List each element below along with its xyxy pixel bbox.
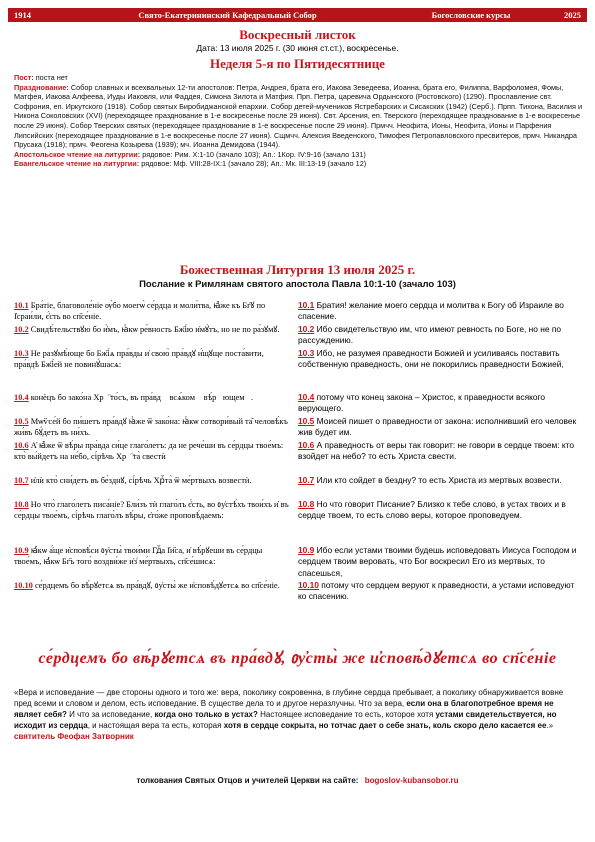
verse-number: 10.3 [298,348,315,358]
verse-text: Братия! желание моего сердца и молитва к Богу об Израиле во спасение. [298,300,564,322]
verse-number: 10.2 [298,324,315,334]
verse [298,348,584,392]
feasts-row [14,83,583,150]
gospel-text: рядовое: Мф. VIII:28-IX:1 (зачало 28); Ап.: Мк. III:13-19 (зачало 12) [141,159,367,169]
verse-text: потому что сердцем веруют к праведности, а устами исповедуют ко спасению. [298,580,575,602]
verse-text: Но что говорит Писание? Близко к тебе слово, в устах твоих и в сердце твоем, то есть слово веры, которое проповедуем. [298,499,566,521]
commentary-part: «Вера и исповедание — две стороны одного и того же: вера, поколику сокровенна, в глубине сердца пребывает, а поколику обнаруживается вовне пред всеми и словом и делом, есть исповедание. В существе дела то и другое неразлучны. Что за вера, [14,688,564,708]
verse-text: Ибо если устами твоими будешь исповедовать Иисуса Господом и сердцем твоим веровать, что Бог воскресил Его из мертвых, то спасешься, [298,545,577,578]
verse-text: Бра́тіе, благоволе́ніе ѹ́бо моегѡ̀ се́рдца и моли́тва, ꙗ҆̀же къ Бг҃ꙋ по І҆сраи́ли, є҆́сть во сп҃се́ніе. [14,301,266,322]
russian-column [298,300,584,604]
commentary-part: , и настоящая вера та есть, которая [87,721,224,730]
verse-text: А҆ ꙗ҆̀же ѿ вѣ́ры пра́вда си́це глаго́летъ: да не рече́ши въ се́рдцы твое́мъ: кто̀ вы́йдетъ на не́бо, сі́рѣчь Хрⷭ҇та̀ свестѝ [14,441,284,462]
verse-text: потому что конец закона – Христос, к праведности всякого верующего. [298,392,546,414]
verse [14,348,290,392]
footer-text: толкования Святых Отцов и учителей Церкви на сайте: [136,776,359,785]
commentary-bold: хотя в сердце сокрыта, но тотчас дает о себе знать, коль скоро дело касается ее [223,721,547,730]
verse [298,392,584,416]
verse-number: 10.8 [14,500,29,509]
verse [14,475,290,499]
verse [14,416,290,440]
commentary-bold: когда оно только в устах? [154,710,258,719]
verse [14,440,290,475]
verse [298,440,584,475]
verse-number: 10.1 [298,300,315,310]
verse-number: 10.1 [14,301,29,310]
fast-value: поста нет [35,73,68,82]
verse-number: 10.7 [298,475,315,485]
verse-number: 10.8 [298,499,315,509]
verse-text: Но что̀ глаго́летъ писа́ніе? Бли́зъ тѝ глаго́лъ є҆́сть, во ᲂу҆стѣ́хъ твои́хъ и҆ въ се́рдцы твое́мъ, сі́рѣчь глаго́лъ вѣ́ры, є҆го́же проповѣ́даемъ: [14,500,289,521]
commentary-part: .» [546,721,554,730]
verse-text: ꙗ҆́кѡ а҆́ще и҆сповѣ́си ᲂу҆сты̀ твои́ми Гдⷭ҇а І҆и҃са, и҆ вѣ́рꙋеши въ се́рдцы твое́мъ, ꙗ҆́кѡ Бг҃ъ того̀ воздви́же и҆з̾ ме́ртвыхъ, сп҃се́шисѧ: [14,546,263,567]
verse-text: и҆лѝ кто̀ сни́детъ въ бе́зднꙋ, сі́рѣчь Хрⷭ҇та̀ ѿ ме́ртвыхъ возвестѝ. [30,476,252,485]
footer-site-link[interactable]: bogoslov-kubansobor.ru [364,776,459,785]
commentary [14,687,581,742]
verse-number: 10.9 [14,546,29,555]
verse [298,545,584,580]
verse [298,416,584,440]
verse [14,300,290,324]
verse [14,545,290,580]
commentary-bold: если она в благопотребное время не являет себя? [14,699,554,719]
verse [14,324,290,348]
verse-text: А праведность от веры так говорит: не говори в сердце твоем: кто взойдет на небо? то есть Христа свести. [298,440,575,462]
verse-number: 10.3 [14,349,29,358]
verse [298,580,584,604]
apostle-label: Апостольское чтение на литургии: [14,149,141,159]
verse-text: Мѡѷсе́й бо пи́шетъ пра́вдꙋ ꙗ҆̀же ѿ зако́на: ꙗ҆́кѡ сотвори́вый та̑ человѣ́къ жи́въ бꙋ́детъ въ ни́хъ. [14,417,288,438]
leaflet-title: Воскресный листок [239,27,356,42]
verse-number: 10.5 [298,416,315,426]
verse-number: 10.6 [298,440,315,450]
verse-text: Ибо свидетельствую им, что имеют ревность по Боге, но не по рассуждению. [298,324,562,346]
verse-number: 10.6 [14,441,29,450]
verse-number: 10.5 [14,417,29,426]
verse-number: 10.10 [298,580,319,590]
commentary-part: Настоящее исповедание то есть, которое хотя [257,710,436,719]
footer [0,776,595,785]
apostle-text: рядовое: Рим. X:1-10 (зачало 103); Ап.: 1Кор. IV:9-16 (зачало 131) [142,149,366,159]
epistle-title: Послание к Римлянам святого апостола Павла 10:1-10 (зачало 103) [139,279,456,290]
feasts-label: Празднование: [14,82,69,92]
verse-text: Ибо, не разумея праведности Божией и усиливаясь поставить собственную праведность, они не покорились праведности Божией, [298,348,564,370]
verse-text: Или кто сойдет в бездну? то есть Христа из мертвых возвести. [316,475,562,485]
day-info [14,73,583,169]
verse-text: Не разꙋмѣ́юще бо Бж҃і́ѧ пра́вды и҆ свою̀ пра́вдꙋ и҆́щꙋще поста́вити, пра́вдѣ Бж҃і́ей не повинꙋ́шасѧ: [14,349,264,370]
fast-label: Пост: [14,73,34,82]
slavonic-column [14,300,290,604]
verse [298,499,584,545]
commentary-bold: устами свидетельствуется, но исходит из сердца [14,710,557,730]
verse-number: 10.7 [14,476,29,485]
commentary-author: святитель Феофан Затворник [14,732,134,741]
verse [298,300,584,324]
verse [14,580,290,604]
verse-text: Свидѣ́тельствꙋю бо и҆̀мъ, ꙗ҆́кѡ ре́вность Бж҃і́ю и҆мꙋ́тъ, но не по ра́зꙋмꙋ. [30,325,280,334]
verse-number: 10.4 [298,392,315,402]
commentary-part: И что за исповедание, [66,710,155,719]
header-bar [8,8,587,22]
feasts-text: Собор славных и всехвальных 12-ти апостолов: Петра, Андрея, брата его, Иакова Зеведеева, Иоанна, брата его, Филиппа, Варфоломея, Фомы, Матфея, Иакова Алфеева, Иуды Иаковля, или Фаддея, Симона Зилота и Матфия. Прп. Петра, царевича Ордынского (Ростовского) (1290). Прославление свт. Софрония, еп. Иркутского (1918). Собор святых Биробиджанской епархии. Собор детей-мучеников Ястребарских и Сисакских (1942) (Серб.). Прпп. Тихона, Василия и Никона Соколовских (XVI) (переходящее празднование в 1-е воскресенье после 29 июня). Свт. Арсения, еп. Тверского (переходящее празднование в 1-е воскресенье после 29 июня). Собор Тверских святых (переходящее празднование в 1-е воскресенье после 29 июня). Прмчч. Неофита, Ионы, Неофита, Ионы и Парфения Липсийских (переходящее празднование в 1-е воскресенье после 27 июня). Сщмчч. Алексия Введенского, Тимофея Петропавловского пресвитеров, прмч. Никандра Прусака (1918); прмч. Феогена Козырева (1939); мч. Иоанна Демидова (1944). [14,82,583,150]
cathedral-name: Свято-Екатерининский Кафедральный Собор [138,10,317,20]
verse-number: 10.9 [298,545,315,555]
gospel-label: Евангельское чтение на литургии: [14,159,140,169]
verse-number: 10.10 [14,581,33,590]
year-right: 2025 [564,10,581,20]
fast-row [14,73,583,83]
liturgy-title: Божественная Литургия 13 июля 2025 г. [179,262,416,277]
verse-number: 10.4 [14,393,29,402]
week-title: Неделя 5-я по Пятидесятнице [210,56,385,71]
date-line: Дата: 13 июля 2025 г. (30 июня ст.ст.), воскресенье. [196,43,399,53]
verse [298,324,584,348]
apostle-row [14,150,583,160]
verse [14,499,290,545]
slavonic-quote: се́рдцемъ бо вѣ́рꙋетсѧ въ пра́вдꙋ, ᲂу҆сты̀ же и҆сповѣ́дꙋетсѧ во сп҃се́ніе [38,650,557,667]
verse-text: Моисей пишет о праведности от закона: исполнивший его человек жив будет им. [298,416,577,438]
verse-text: се́рдцемъ бо вѣ́рꙋетсѧ въ пра́вдꙋ, ᲂу҆сты̀ же и҆сповѣ́дꙋетсѧ во сп҃се́ніе. [34,581,280,590]
verse [14,392,290,416]
verse [298,475,584,499]
year-left: 1914 [14,10,31,20]
verse-text: конѐцъ бо зако́на Хрⷭ҇то́съ, въ пра́вдꙋ всѧ́комꙋ вѣ́рꙋющемꙋ. [30,393,254,402]
courses-name: Богословские курсы [431,10,511,20]
verse-number: 10.2 [14,325,29,334]
gospel-row [14,159,583,169]
